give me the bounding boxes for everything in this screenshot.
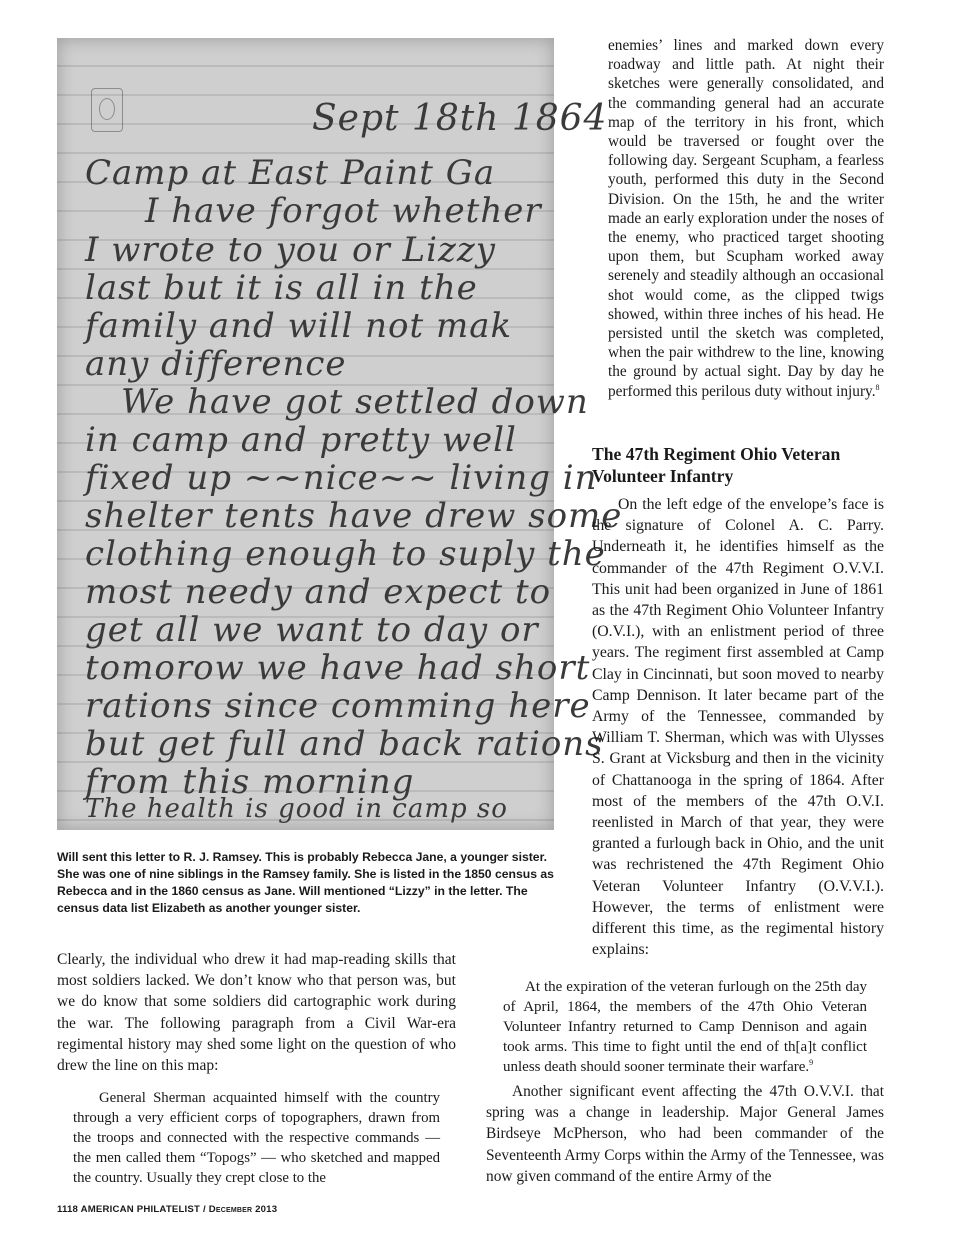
- letter-line: We have got settled down: [121, 382, 589, 422]
- footnote-ref: 8: [875, 382, 880, 392]
- letter-line: The health is good in camp so: [85, 794, 508, 824]
- letterhead-emblem-icon: [91, 88, 123, 132]
- envelope-paragraph: On the left edge of the envelope’s face is the signature of Colonel A. C. Parry. Underneath it, he identifies himself as the commander of the 47th Regiment O.V.V.I. This unit had been organized in June of 1861 as the 47th Regiment Ohio Volunteer Infantry (O.V.I.), with an enlistment period of three years. The regiment first assembled at Camp Clay in Cincinnati, but soon moved to nearby Camp Dennison. It later became part of the Army of the Tennessee, commanded by William T. Sherman, which was with Ulysses S. Grant at Vicksburg and then in the vicinity of Chattanooga in the spring of 1864. After most of the members of the 47th O.V.I. reenlisted in March of that year, they were granted a furlough back in Ohio, and the unit was rechristened the 47th Regiment Ohio Veteran Volunteer Infantry (O.V.V.I.). However, the terms of enlistment were different this time, as the regimental history explains:: [592, 496, 884, 959]
- handwritten-letter-image: [57, 38, 623, 830]
- footer-separator: /: [202, 1204, 206, 1215]
- publication-name: AMERICAN PHILATELIST: [80, 1204, 201, 1215]
- letter-line: from this morning: [85, 762, 415, 802]
- letter-line: shelter tents have drew some: [85, 496, 623, 536]
- letter-line: family and will not mak: [85, 306, 513, 346]
- topographers-quote: General Sherman acquainted himself with the country through a very efficient corps of topographers, drawn from the troops and connected with the respective commands — the men called them “Topogs” — who sketched and mapped the country. Usually they crept close to the: [73, 1090, 440, 1186]
- right-column-quote-continuation: [608, 36, 884, 401]
- left-column-paragraph: Clearly, the individual who drew it had map-reading skills that most soldiers lacked. We don’t know who that person was, but we do know that some soldiers did cartographic work during the war. The following paragraph from a Civil War-era regimental history may shed some light on the question of who drew the line on this map:: [57, 951, 456, 1075]
- letter-line: last but it is all in the: [85, 268, 478, 308]
- quote-text: At the expiration of the veteran furlough on the 25th day of April, 1864, the members of the 47th Ohio Veteran Volunteer Infantry returned to Camp Dennison and again took arms. This time to fight until the end of th[a]t conflict unless death should sooner terminate their warfare.: [503, 979, 867, 1075]
- letter-line: tomorow we have had short: [85, 648, 591, 688]
- quote-text: enemies’ lines and marked down every roadway and little path. At night their sketches were generally consolidated, and the commanding general had an accurate map of the territory in his front, which would be traversed or fought over the following day. Sergeant Scupham, a fearless youth, performed this duty in the Second Division. On the 15th, he and the writer made an early exploration under the noses of the enemy, who practiced target shooting upon them, but Scupham worked away serenely and steadily although an occasional shot would come, as the clipped twigs showed, within three inches of his head. He persisted until the sketch was completed, when the pair withdrew to the line, knowing the ground by actual sight. Day by day he performed this perilous duty without injury.: [608, 37, 884, 400]
- letter-line: fixed up ~~nice~~ living in: [85, 458, 598, 498]
- letter-line: rations since comming here: [85, 686, 591, 726]
- letter-line: Camp at East Paint Ga: [85, 153, 496, 193]
- image-caption: Will sent this letter to R. J. Ramsey. This is probably Rebecca Jane, a younger sister. She was one of nine siblings in the Ramsey family. She is listed in the 1850 census as Rebecca and in the 1860 census as Jane. Will mentioned “Lizzy” in the letter. The census data list Elizabeth as another younger sister.: [57, 850, 554, 915]
- page-number: 1118: [57, 1204, 79, 1215]
- letter-line: get all we want to day or: [85, 610, 539, 650]
- page-footer: [57, 1204, 277, 1215]
- issue-date: December 2013: [208, 1204, 278, 1215]
- letter-line: Sept 18th 1864: [312, 98, 608, 139]
- letter-line: but get full and back rations: [85, 724, 604, 764]
- letter-line: any difference: [85, 344, 347, 384]
- letter-line: most needy and expect to: [85, 572, 552, 612]
- letter-line: clothing enough to suply the: [85, 534, 606, 574]
- section-heading: The 47th Regiment Ohio Veteran Volunteer Infantry: [592, 444, 841, 486]
- letter-line: I have forgot whether: [145, 191, 542, 231]
- leadership-paragraph: Another significant event affecting the 47th O.V.V.I. that spring was a change in leadership. Major General James Birdseye McPherson, who had been commander of the Seventeenth Army Corps within the Army of the Tennessee, was now given command of the entire Army of the: [486, 1083, 884, 1185]
- regimental-history-quote: [503, 977, 867, 1077]
- letter-line: I wrote to you or Lizzy: [85, 230, 496, 270]
- letter-line: in camp and pretty well: [85, 420, 517, 460]
- footnote-ref: 9: [809, 1058, 814, 1067]
